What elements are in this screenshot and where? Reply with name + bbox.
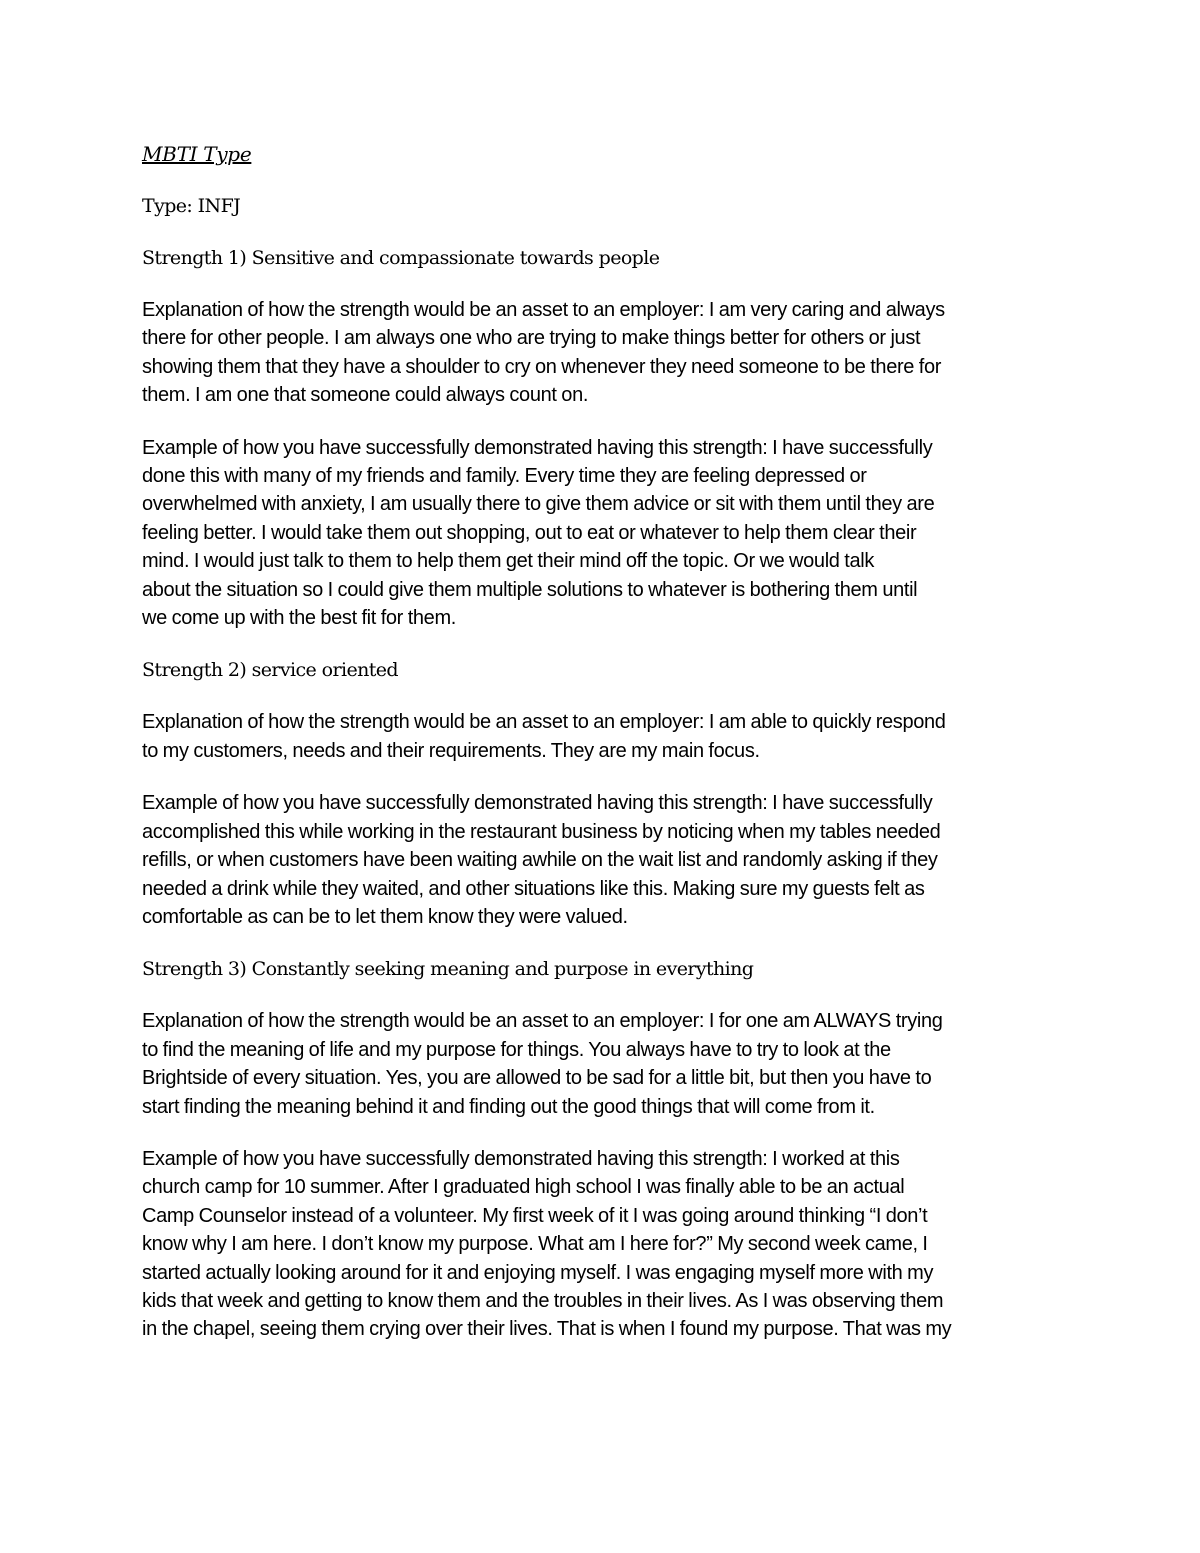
text-line: about the situation so I could give them multiple solutions to whatever is bothering them until bbox=[142, 578, 918, 601]
text-line: know why I am here. I don’t know my purpose. What am I here for?” My second week came, I bbox=[142, 1233, 928, 1256]
text-line: Camp Counselor instead of a volunteer. My first week of it I was going around thinking “I don’t bbox=[142, 1204, 928, 1227]
text-line: Example of how you have successfully demonstrated having this strength: I worked at this bbox=[142, 1147, 900, 1170]
text-line: Explanation of how the strength would be an asset to an employer: I am able to quickly respond bbox=[142, 711, 946, 734]
text-line: them. I am one that someone could always count on. bbox=[142, 384, 589, 407]
text-line: to my customers, needs and their requirements. They are my main focus. bbox=[142, 739, 760, 762]
text-line: Explanation of how the strength would be an asset to an employer: I am very caring and always bbox=[142, 299, 945, 321]
text-line: Brightside of every situation. Yes, you are allowed to be sad for a little bit, but then you have to bbox=[142, 1067, 932, 1090]
text-line: accomplished this while working in the restaurant business by noticing when my tables needed bbox=[142, 820, 941, 843]
strength-1-example bbox=[142, 434, 1060, 633]
document-body bbox=[142, 140, 1060, 1368]
text-line: mind. I would just talk to them to help them get their mind off the topic. Or we would talk bbox=[142, 550, 874, 573]
strength-1-heading: Strength 1) Sensitive and compassionate towards people bbox=[142, 247, 660, 269]
text-line: start finding the meaning behind it and finding out the good things that will come from it. bbox=[142, 1095, 875, 1118]
text-line: Explanation of how the strength would be an asset to an employer: I for one am ALWAYS trying bbox=[142, 1010, 943, 1033]
text-line: done this with many of my friends and family. Every time they are feeling depressed or bbox=[142, 465, 867, 488]
strength-2-example bbox=[142, 789, 1060, 931]
text-line: comfortable as can be to let them know they were valued. bbox=[142, 905, 628, 928]
text-line: showing them that they have a shoulder to cry on whenever they need someone to be there for bbox=[142, 355, 942, 378]
document-title: MBTI Type bbox=[142, 142, 252, 166]
strength-2-heading: Strength 2) service oriented bbox=[142, 659, 398, 682]
text-line: kids that week and getting to know them and the troubles in their lives. As I was observing them bbox=[142, 1289, 944, 1312]
text-line: feeling better. I would take them out shopping, out to eat or whatever to help them clear their bbox=[142, 521, 917, 544]
text-line: started actually looking around for it and enjoying myself. I was engaging myself more with my bbox=[142, 1261, 934, 1284]
strength-3-example bbox=[142, 1145, 1060, 1344]
text-line: overwhelmed with anxiety, I am usually there to give them advice or sit with them until they are bbox=[142, 493, 935, 516]
text-line: we come up with the best fit for them. bbox=[142, 607, 456, 630]
text-line: Example of how you have successfully demonstrated having this strength: I have successfully bbox=[142, 436, 933, 459]
strength-2-explanation bbox=[142, 708, 1060, 765]
type-line: Type: INFJ bbox=[142, 195, 241, 217]
text-line: there for other people. I am always one who are trying to make things better for others or just bbox=[142, 327, 921, 350]
text-line: needed a drink while they waited, and other situations like this. Making sure my guests felt as bbox=[142, 877, 925, 900]
text-line: Example of how you have successfully demonstrated having this strength: I have successfully bbox=[142, 792, 933, 815]
strength-1-explanation bbox=[142, 296, 1060, 410]
text-line: refills, or when customers have been waiting awhile on the wait list and randomly asking if they bbox=[142, 849, 938, 872]
text-line: in the chapel, seeing them crying over their lives. That is when I found my purpose. That was my bbox=[142, 1318, 952, 1341]
text-line: church camp for 10 summer. After I graduated high school I was finally able to be an actual bbox=[142, 1176, 905, 1199]
text-line: to find the meaning of life and my purpose for things. You always have to try to look at the bbox=[142, 1038, 891, 1061]
strength-3-explanation bbox=[142, 1007, 1060, 1121]
strength-3-heading: Strength 3) Constantly seeking meaning and purpose in everything bbox=[142, 958, 754, 981]
